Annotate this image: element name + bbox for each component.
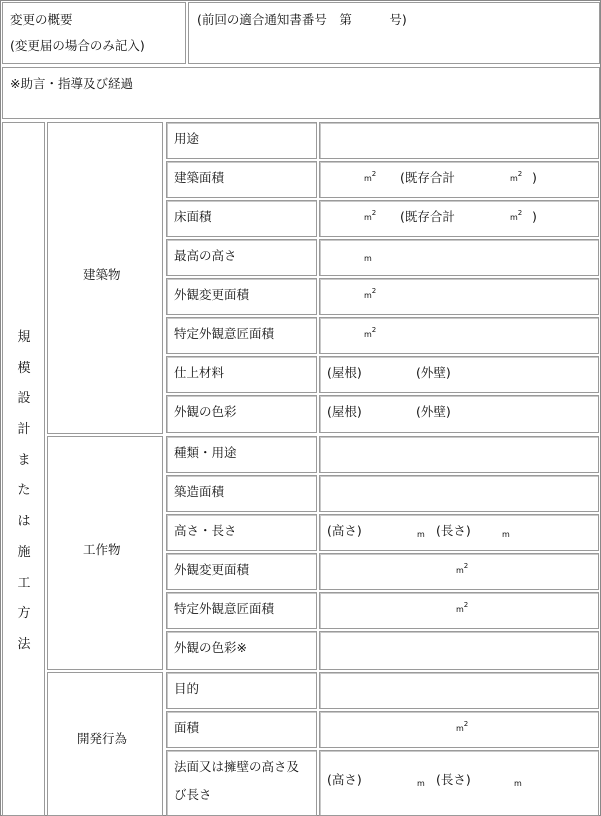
- row-label-cell: [166, 317, 317, 354]
- unit-m: m: [417, 779, 425, 788]
- row-label: 最高の高さ: [174, 248, 237, 263]
- value-cell-gaikan-shikisai-2[interactable]: [319, 631, 599, 670]
- side-label-char: 施: [17, 544, 31, 560]
- row-label-cont: び長さ: [174, 787, 212, 802]
- wall-label: (外壁): [416, 365, 451, 380]
- height-label: (高さ): [327, 772, 362, 787]
- row-label: 種類・用途: [174, 445, 237, 460]
- side-label-char: 方: [17, 606, 31, 622]
- wall-label: (外壁): [416, 404, 451, 419]
- unit-m: m: [502, 530, 510, 539]
- value-cell-shurui-youto[interactable]: [319, 436, 599, 473]
- side-label-char: 工: [17, 575, 31, 591]
- value-cell-menseki[interactable]: [319, 711, 599, 748]
- side-label-char: は: [17, 514, 31, 530]
- row-label: 用途: [174, 131, 200, 146]
- value-cell-gaikan-shikisai[interactable]: [319, 395, 599, 433]
- side-label-char: ま: [17, 452, 31, 468]
- value-cell-chikuzou-menseki[interactable]: [319, 475, 599, 512]
- row-label-cell: [166, 672, 317, 709]
- row-label: 外観変更面積: [174, 287, 250, 302]
- row-label: 外観の色彩※: [174, 640, 247, 655]
- row-label: 外観変更面積: [174, 562, 250, 577]
- row-label-cell: [166, 356, 317, 393]
- roof-label: (屋根): [327, 365, 362, 380]
- length-label: (長さ): [436, 523, 471, 538]
- value-cell-houmen[interactable]: [319, 750, 599, 816]
- overview-label-cell: [2, 2, 186, 64]
- side-label-cell: [2, 122, 45, 816]
- row-label-cell: [166, 395, 317, 433]
- row-label-cell: [166, 436, 317, 473]
- row-label: 目的: [174, 681, 200, 696]
- row-label: 仕上材料: [174, 365, 225, 380]
- row-label: 高さ・長さ: [174, 523, 237, 538]
- row-label-cell: [166, 278, 317, 315]
- side-label-char: 設: [17, 391, 31, 407]
- unit-m2: $m^2$: [510, 170, 523, 183]
- value-cell-gaikan-henkou-2[interactable]: [319, 553, 599, 590]
- unit-m2: $m^2$: [456, 601, 469, 614]
- row-label: 床面積: [174, 209, 212, 224]
- advice-label: ※助言・指導及び経過: [10, 76, 133, 91]
- row-label: 築造面積: [174, 484, 225, 499]
- row-label-cell: [166, 592, 317, 629]
- unit-m2: $m^2$: [510, 209, 523, 222]
- group-development-label: 開発行為: [77, 731, 128, 746]
- overview-sublabel: (変更届の場合のみ記入): [10, 38, 145, 53]
- value-cell-kenchiku-menseki[interactable]: [319, 161, 599, 198]
- unit-m: m: [417, 530, 425, 539]
- row-label-cell: [166, 122, 317, 159]
- side-label-char: 計: [17, 422, 31, 438]
- unit-m2: $m^2$: [364, 326, 377, 339]
- value-cell-youto[interactable]: [319, 122, 599, 159]
- group-development-cell: [47, 672, 163, 816]
- value-cell-saikou-takasa[interactable]: [319, 239, 599, 276]
- row-label-cell: [166, 750, 317, 816]
- row-label-cell: [166, 631, 317, 670]
- height-label: (高さ): [327, 523, 362, 538]
- unit-m2: $m^2$: [456, 562, 469, 575]
- group-building-cell: [47, 122, 163, 434]
- prev-notice-label: (前回の適合通知書番号 第 号): [197, 12, 407, 27]
- side-label-char: た: [17, 483, 31, 499]
- row-label: 建築面積: [174, 170, 225, 185]
- close-paren: ): [532, 170, 537, 185]
- close-paren: ): [532, 209, 537, 224]
- row-label-cell: [166, 553, 317, 590]
- row-label: 法面又は擁壁の高さ及: [174, 759, 300, 774]
- roof-label: (屋根): [327, 404, 362, 419]
- unit-m: m: [364, 254, 372, 263]
- row-label-cell: [166, 161, 317, 198]
- row-label-cell: [166, 475, 317, 512]
- existing-total-label: (既存合計: [400, 209, 455, 224]
- group-structure-label: 工作物: [83, 542, 121, 557]
- row-label-cell: [166, 200, 317, 237]
- row-label: 面積: [174, 720, 200, 735]
- unit-m2: $m^2$: [364, 170, 377, 183]
- advice-cell[interactable]: [2, 67, 600, 119]
- side-label-char: 模: [17, 360, 31, 376]
- value-cell-yuka-menseki[interactable]: [319, 200, 599, 237]
- existing-total-label: (既存合計: [400, 170, 455, 185]
- side-label: [15, 323, 33, 661]
- unit-m2: $m^2$: [364, 287, 377, 300]
- value-cell-takasa-nagasa[interactable]: [319, 514, 599, 551]
- value-cell-tokutei-gaikan-2[interactable]: [319, 592, 599, 629]
- value-cell-gaikan-henkou[interactable]: [319, 278, 599, 315]
- row-label-cell: [166, 711, 317, 748]
- value-cell-mokuteki[interactable]: [319, 672, 599, 709]
- length-label: (長さ): [436, 772, 471, 787]
- row-label-cell: [166, 514, 317, 551]
- group-structure-cell: [47, 436, 163, 670]
- row-label: 外観の色彩: [174, 404, 237, 419]
- row-label: 特定外観意匠面積: [174, 326, 275, 341]
- unit-m2: $m^2$: [364, 209, 377, 222]
- group-building-label: 建築物: [83, 267, 121, 282]
- unit-m: m: [514, 779, 522, 788]
- unit-m2: $m^2$: [456, 720, 469, 733]
- overview-label: 変更の概要: [10, 12, 73, 27]
- value-cell-shiage-zairyou[interactable]: [319, 356, 599, 393]
- row-label-cell: [166, 239, 317, 276]
- side-label-char: 法: [17, 636, 31, 652]
- side-label-char: 規: [17, 330, 31, 345]
- prev-notice-cell[interactable]: [188, 2, 600, 64]
- value-cell-tokutei-gaikan[interactable]: [319, 317, 599, 354]
- row-label: 特定外観意匠面積: [174, 601, 275, 616]
